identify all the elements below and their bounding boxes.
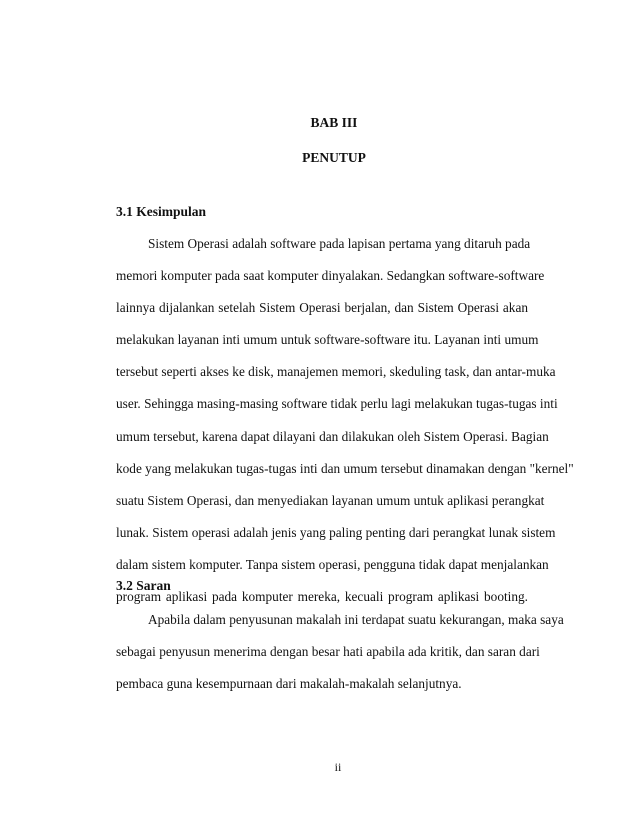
paragraph-kesimpulan (116, 228, 574, 613)
section-heading-saran: 3.2 Saran (116, 578, 171, 593)
section-heading-kesimpulan: 3.1 Kesimpulan (116, 204, 207, 219)
paragraph-line: lainnya dijalankan setelah Sistem Operasi berjalan, dan Sistem Operasi akan (116, 300, 528, 316)
paragraph-line: user. Sehingga masing-masing software tidak perlu lagi melakukan tugas-tugas inti (116, 396, 558, 412)
page-number: ii (334, 760, 342, 774)
paragraph-line: kode yang melakukan tugas-tugas inti dan umum tersebut dinamakan dengan "kernel" (116, 460, 574, 476)
paragraph-saran (116, 604, 564, 700)
paragraph-line: melakukan layanan inti umum untuk software-software itu. Layanan inti umum (116, 332, 539, 348)
chapter-number: BAB III (310, 115, 358, 130)
paragraph-line: sebagai penyusun menerima dengan besar hati apabila ada kritik, dan saran dari (116, 644, 540, 660)
paragraph-line: lunak. Sistem operasi adalah jenis yang paling penting dari perangkat lunak sistem (116, 524, 556, 540)
paragraph-line: memori komputer pada saat komputer dinyalakan. Sedangkan software-software (116, 268, 545, 284)
paragraph-line: program aplikasi pada komputer mereka, kecuali program aplikasi booting. (116, 589, 528, 605)
chapter-title: PENUTUP (302, 150, 366, 165)
paragraph-line: umum tersebut, karena dapat dilayani dan dilakukan oleh Sistem Operasi. Bagian (116, 428, 549, 444)
paragraph-line: Apabila dalam penyusunan makalah ini terdapat suatu kekurangan, maka saya (148, 612, 564, 627)
paragraph-line: suatu Sistem Operasi, dan menyediakan layanan umum untuk aplikasi perangkat (116, 492, 545, 508)
paragraph-line: dalam sistem komputer. Tanpa sistem operasi, pengguna tidak dapat menjalankan (116, 556, 549, 572)
paragraph-line: tersebut seperti akses ke disk, manajemen memori, skeduling task, dan antar-muka (116, 364, 556, 380)
paragraph-line: Sistem Operasi adalah software pada lapisan pertama yang ditaruh pada (148, 236, 531, 251)
paragraph-line: pembaca guna kesempurnaan dari makalah-makalah selanjutnya. (116, 676, 462, 692)
